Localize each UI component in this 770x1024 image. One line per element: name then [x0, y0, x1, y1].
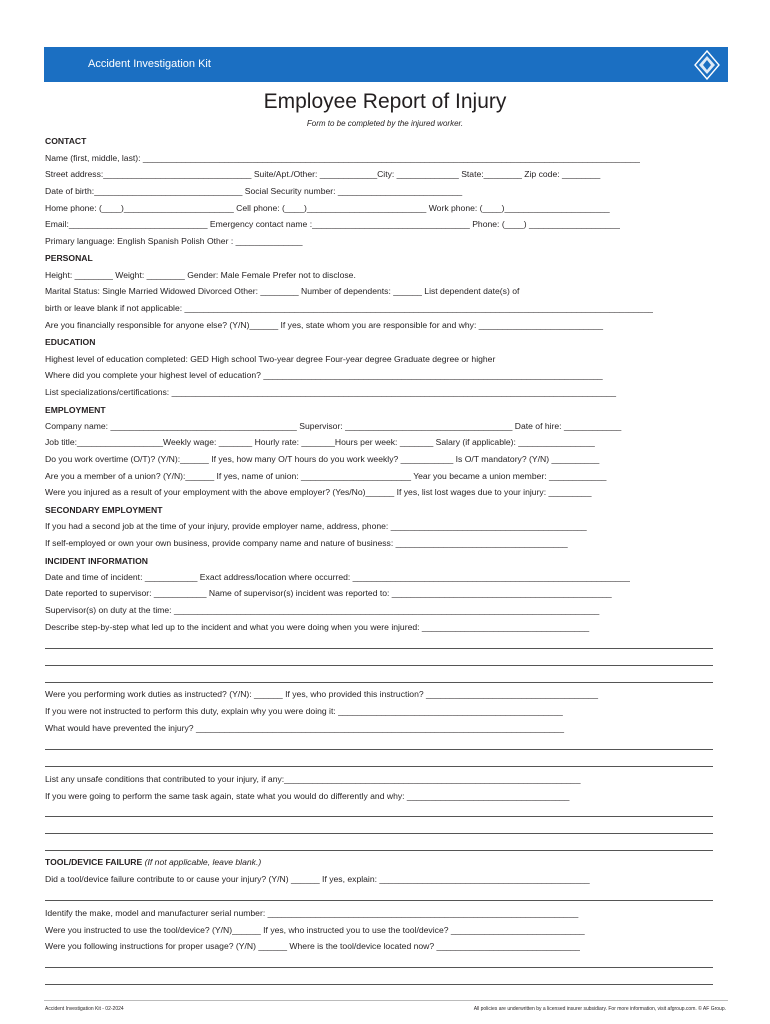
field-self-employed[interactable]: If self-employed or own your own business, provide company name and nature of business: ____________________________________: [45, 538, 568, 548]
footer-right-text: All policies are underwritten by a licensed insurer subsidiary. For more information, visit afgroup.com. © AF Group.: [473, 1006, 726, 1012]
field-overtime[interactable]: Do you work overtime (O/T)? (Y/N):______ If yes, how many O/T hours do you work weekly? ___________ Is O/T mandatory? (Y/N) __________: [45, 454, 600, 464]
field-street-address[interactable]: Street address:_______________________________ Suite/Apt./Other: ____________City: _____________ State:________ Zip code: ________: [45, 169, 601, 179]
field-describe-incident[interactable]: Describe step-by-step what led up to the incident and what you were doing when you were injured: ___________________________________: [45, 622, 590, 632]
field-second-job[interactable]: If you had a second job at the time of your injury, provide employer name, address, phone: _________________________________________: [45, 521, 587, 531]
footer-divider: [44, 1000, 728, 1001]
section-tool-device-failure: TOOL/DEVICE FAILURE (If not applicable, leave blank.): [45, 857, 262, 867]
field-injured-employment[interactable]: Were you injured as a result of your employment with the above employer? (Yes/No)______ If yes, list lost wages due to your injury: _________: [45, 487, 592, 497]
blank-line[interactable]: [45, 816, 713, 817]
field-do-differently[interactable]: If you were going to perform the same task again, state what you would do differently and why: __________________________________: [45, 791, 570, 801]
section-contact: CONTACT: [45, 136, 87, 146]
field-education-level[interactable]: Highest level of education completed: GED High school Two-year degree Four-year degree Graduate degree or higher: [45, 354, 496, 364]
field-primary-language[interactable]: Primary language: English Spanish Polish Other : ______________: [45, 236, 303, 246]
blank-line[interactable]: [45, 648, 713, 649]
field-specializations[interactable]: List specializations/certifications: _____________________________________________________________________________________________: [45, 387, 617, 397]
footer-left-text: Accident Investigation Kit - 02-2024: [45, 1006, 124, 1012]
blank-line[interactable]: [45, 900, 713, 901]
field-tool-contribute[interactable]: Did a tool/device failure contribute to or cause your injury? (Y/N) ______ If yes, explain: ____________________________________________: [45, 874, 590, 884]
field-height-weight-gender[interactable]: Height: ________ Weight: ________ Gender: Male Female Prefer not to disclose.: [45, 270, 356, 280]
section-education: EDUCATION: [45, 337, 96, 347]
af-group-logo-icon: [694, 50, 720, 80]
field-tool-identify[interactable]: Identify the make, model and manufacturer serial number: _________________________________________________________________: [45, 908, 579, 918]
field-name[interactable]: Name (first, middle, last): ________________________________________________________________________________________________________: [45, 153, 640, 163]
section-secondary-employment: SECONDARY EMPLOYMENT: [45, 505, 163, 515]
blank-line[interactable]: [45, 766, 713, 767]
tool-device-note: (If not applicable, leave blank.): [144, 857, 262, 867]
section-personal: PERSONAL: [45, 253, 93, 263]
blank-line[interactable]: [45, 665, 713, 666]
blank-line[interactable]: [45, 833, 713, 834]
field-date-reported[interactable]: Date reported to supervisor: ___________ Name of supervisor(s) incident was reported to: ______________________________________________: [45, 588, 612, 598]
header-banner: [44, 47, 728, 82]
blank-line[interactable]: [45, 682, 713, 683]
field-job-title[interactable]: Job title:__________________Weekly wage: _______ Hourly rate: _______Hours per week: _______ Salary (if applicable): ________________: [45, 437, 595, 447]
field-dependent-birth-dates[interactable]: birth or leave blank if not applicable: __________________________________________________________________________________________________: [45, 303, 653, 313]
header-title: Accident Investigation Kit: [88, 58, 211, 70]
section-incident-information: INCIDENT INFORMATION: [45, 556, 148, 566]
field-performing-duties[interactable]: Were you performing work duties as instructed? (Y/N): ______ If yes, who provided this instruction? ____________________________________: [45, 689, 599, 699]
field-education-where[interactable]: Where did you complete your highest level of education? _______________________________________________________________________: [45, 370, 603, 380]
field-not-instructed[interactable]: If you were not instructed to perform this duty, explain why you were doing it: _______________________________________________: [45, 706, 563, 716]
field-marital-status[interactable]: Marital Status: Single Married Widowed Divorced Other: ________ Number of dependents: ______ List dependent date(s) of: [45, 286, 520, 296]
blank-line[interactable]: [45, 850, 713, 851]
field-union[interactable]: Are you a member of a union? (Y/N):______ If yes, name of union: _______________________ Year you became a union member: ____________: [45, 471, 607, 481]
field-financially-responsible[interactable]: Are you financially responsible for anyone else? (Y/N)______ If yes, state whom you are responsible for and why: __________________________: [45, 320, 604, 330]
section-employment: EMPLOYMENT: [45, 405, 106, 415]
document-subtitle: Form to be completed by the injured worker.: [306, 119, 464, 128]
field-incident-date-time[interactable]: Date and time of incident: ___________ Exact address/location where occurred: __________________________________________________________: [45, 572, 630, 582]
field-unsafe-conditions[interactable]: List any unsafe conditions that contributed to your injury, if any:______________________________________________________________: [45, 774, 581, 784]
field-date-of-birth[interactable]: Date of birth:_______________________________ Social Security number: __________________________: [45, 186, 463, 196]
blank-line[interactable]: [45, 984, 713, 985]
field-phones[interactable]: Home phone: (____)_______________________ Cell phone: (____)_________________________ Work phone: (____)______________________: [45, 203, 610, 213]
field-tool-instructed[interactable]: Were you instructed to use the tool/device? (Y/N)______ If yes, who instructed you to use the tool/device? ____________________________: [45, 925, 585, 935]
field-tool-instructions[interactable]: Were you following instructions for proper usage? (Y/N) ______ Where is the tool/device located now? ______________________________: [45, 941, 580, 951]
field-company-name[interactable]: Company name: _______________________________________ Supervisor: ___________________________________ Date of hire: ____________: [45, 421, 622, 431]
document-title: Employee Report of Injury: [263, 90, 507, 113]
blank-line[interactable]: [45, 967, 713, 968]
field-email[interactable]: Email:_____________________________ Emergency contact name :_________________________________ Phone: (____) ___________________: [45, 219, 620, 229]
blank-line[interactable]: [45, 749, 713, 750]
field-prevented-injury[interactable]: What would have prevented the injury? _____________________________________________________________________________: [45, 723, 564, 733]
field-supervisors-on-duty[interactable]: Supervisor(s) on duty at the time: _________________________________________________________________________________________: [45, 605, 600, 615]
